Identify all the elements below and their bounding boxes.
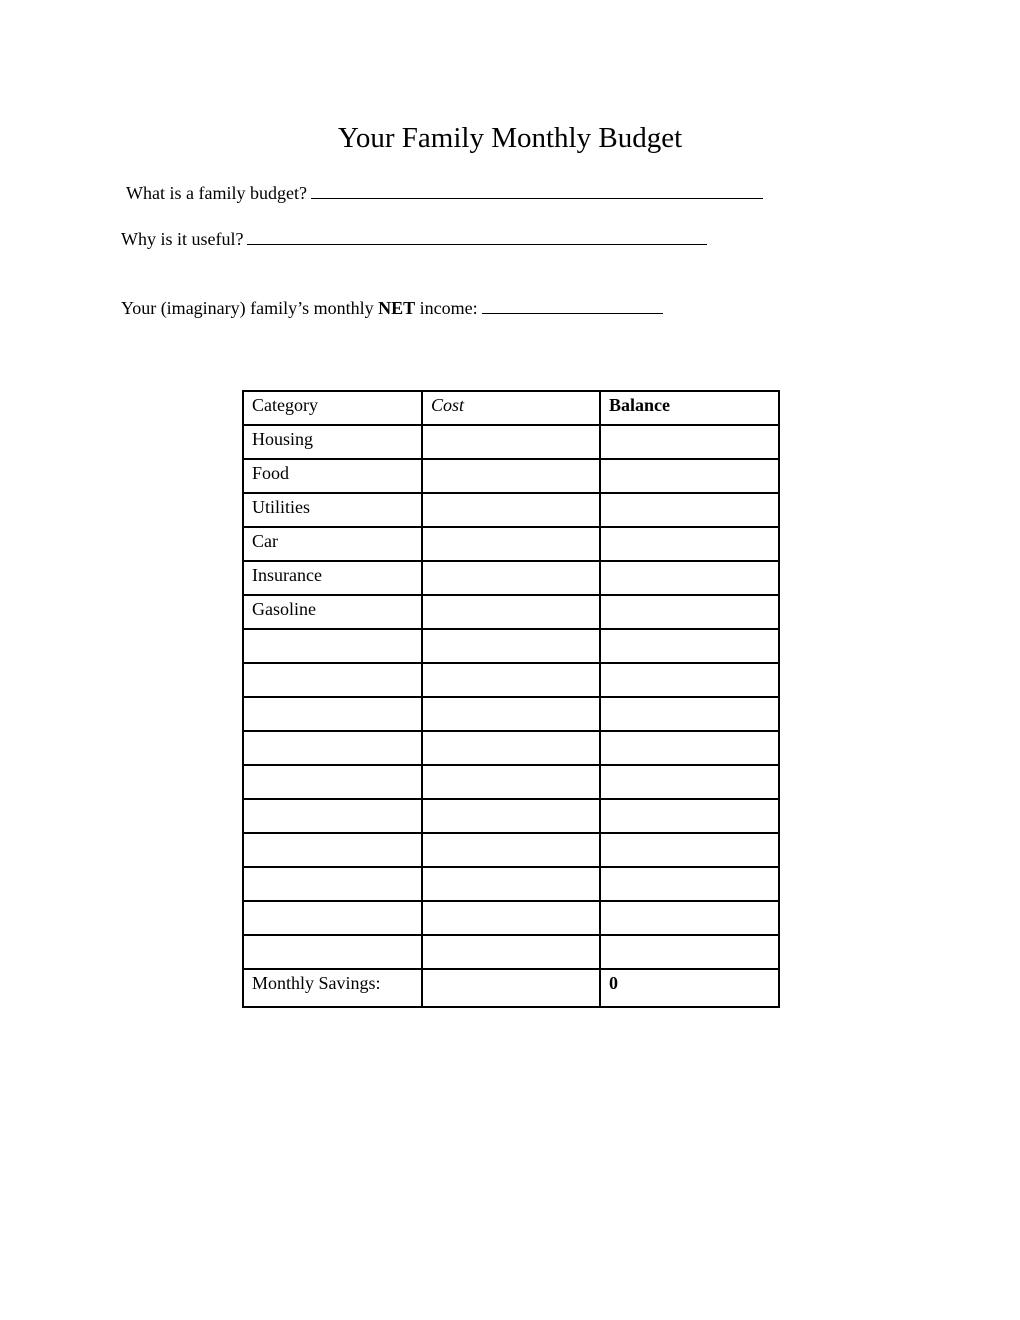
balance-cell[interactable] — [600, 459, 779, 493]
table-row — [243, 527, 779, 561]
header-category: Category — [243, 391, 422, 425]
table-row — [243, 901, 779, 935]
category-cell[interactable] — [243, 663, 422, 697]
balance-cell[interactable] — [600, 935, 779, 969]
question-why-useful-label: Why is it useful? — [121, 229, 244, 249]
category-cell: Utilities — [243, 493, 422, 527]
table-row — [243, 561, 779, 595]
balance-cell[interactable] — [600, 663, 779, 697]
page-title: Your Family Monthly Budget — [337, 122, 683, 154]
question-why-useful — [121, 226, 707, 250]
category-cell: Housing — [243, 425, 422, 459]
table-row — [243, 493, 779, 527]
balance-cell[interactable] — [600, 527, 779, 561]
table-row — [243, 765, 779, 799]
question-family-budget — [126, 180, 763, 204]
category-cell[interactable] — [243, 867, 422, 901]
cost-cell[interactable] — [422, 731, 600, 765]
table-row — [243, 731, 779, 765]
category-cell[interactable] — [243, 629, 422, 663]
question-family-budget-label: What is a family budget? — [126, 183, 307, 203]
category-cell[interactable] — [243, 799, 422, 833]
table-header-row — [243, 391, 779, 425]
balance-cell[interactable] — [600, 833, 779, 867]
category-cell[interactable] — [243, 833, 422, 867]
question-net-income — [121, 295, 663, 319]
balance-cell[interactable] — [600, 799, 779, 833]
balance-cell[interactable] — [600, 867, 779, 901]
answer-blank-why-useful[interactable] — [247, 226, 707, 245]
balance-cell[interactable] — [600, 493, 779, 527]
table-row — [243, 833, 779, 867]
cost-cell[interactable] — [422, 595, 600, 629]
table-row — [243, 867, 779, 901]
cost-cell[interactable] — [422, 833, 600, 867]
category-cell[interactable] — [243, 765, 422, 799]
category-cell: Car — [243, 527, 422, 561]
cost-cell[interactable] — [422, 561, 600, 595]
table-row — [243, 663, 779, 697]
balance-cell[interactable] — [600, 425, 779, 459]
net-income-bold: NET — [378, 298, 416, 318]
category-cell[interactable] — [243, 935, 422, 969]
cost-cell[interactable] — [422, 867, 600, 901]
balance-cell[interactable] — [600, 731, 779, 765]
category-cell: Food — [243, 459, 422, 493]
cost-cell[interactable] — [422, 935, 600, 969]
cost-cell[interactable] — [422, 459, 600, 493]
cost-cell[interactable] — [422, 697, 600, 731]
category-cell: Insurance — [243, 561, 422, 595]
cost-cell[interactable] — [422, 799, 600, 833]
net-income-suffix: income: — [419, 298, 478, 318]
category-cell[interactable] — [243, 731, 422, 765]
budget-table — [242, 390, 780, 1008]
balance-cell[interactable] — [600, 765, 779, 799]
balance-cell[interactable] — [600, 561, 779, 595]
savings-balance-cell: 0 — [600, 969, 779, 1007]
balance-cell[interactable] — [600, 901, 779, 935]
table-row — [243, 935, 779, 969]
cost-cell[interactable] — [422, 663, 600, 697]
category-cell[interactable] — [243, 901, 422, 935]
table-row — [243, 697, 779, 731]
table-row — [243, 459, 779, 493]
net-income-prefix: Your (imaginary) family’s monthly — [121, 298, 374, 318]
balance-cell[interactable] — [600, 629, 779, 663]
table-row — [243, 425, 779, 459]
balance-cell[interactable] — [600, 697, 779, 731]
cost-cell[interactable] — [422, 629, 600, 663]
answer-blank-family-budget[interactable] — [311, 180, 763, 199]
cost-cell[interactable] — [422, 901, 600, 935]
balance-cell[interactable] — [600, 595, 779, 629]
category-cell[interactable] — [243, 697, 422, 731]
category-cell: Gasoline — [243, 595, 422, 629]
header-cost: Cost — [422, 391, 600, 425]
answer-blank-net-income[interactable] — [482, 295, 663, 314]
header-balance: Balance — [600, 391, 779, 425]
cost-cell[interactable] — [422, 765, 600, 799]
savings-label: Monthly Savings: — [243, 969, 422, 1007]
savings-row — [243, 969, 779, 1007]
cost-cell[interactable] — [422, 527, 600, 561]
table-row — [243, 595, 779, 629]
savings-cost-cell[interactable] — [422, 969, 600, 1007]
cost-cell[interactable] — [422, 425, 600, 459]
cost-cell[interactable] — [422, 493, 600, 527]
table-row — [243, 799, 779, 833]
table-row — [243, 629, 779, 663]
